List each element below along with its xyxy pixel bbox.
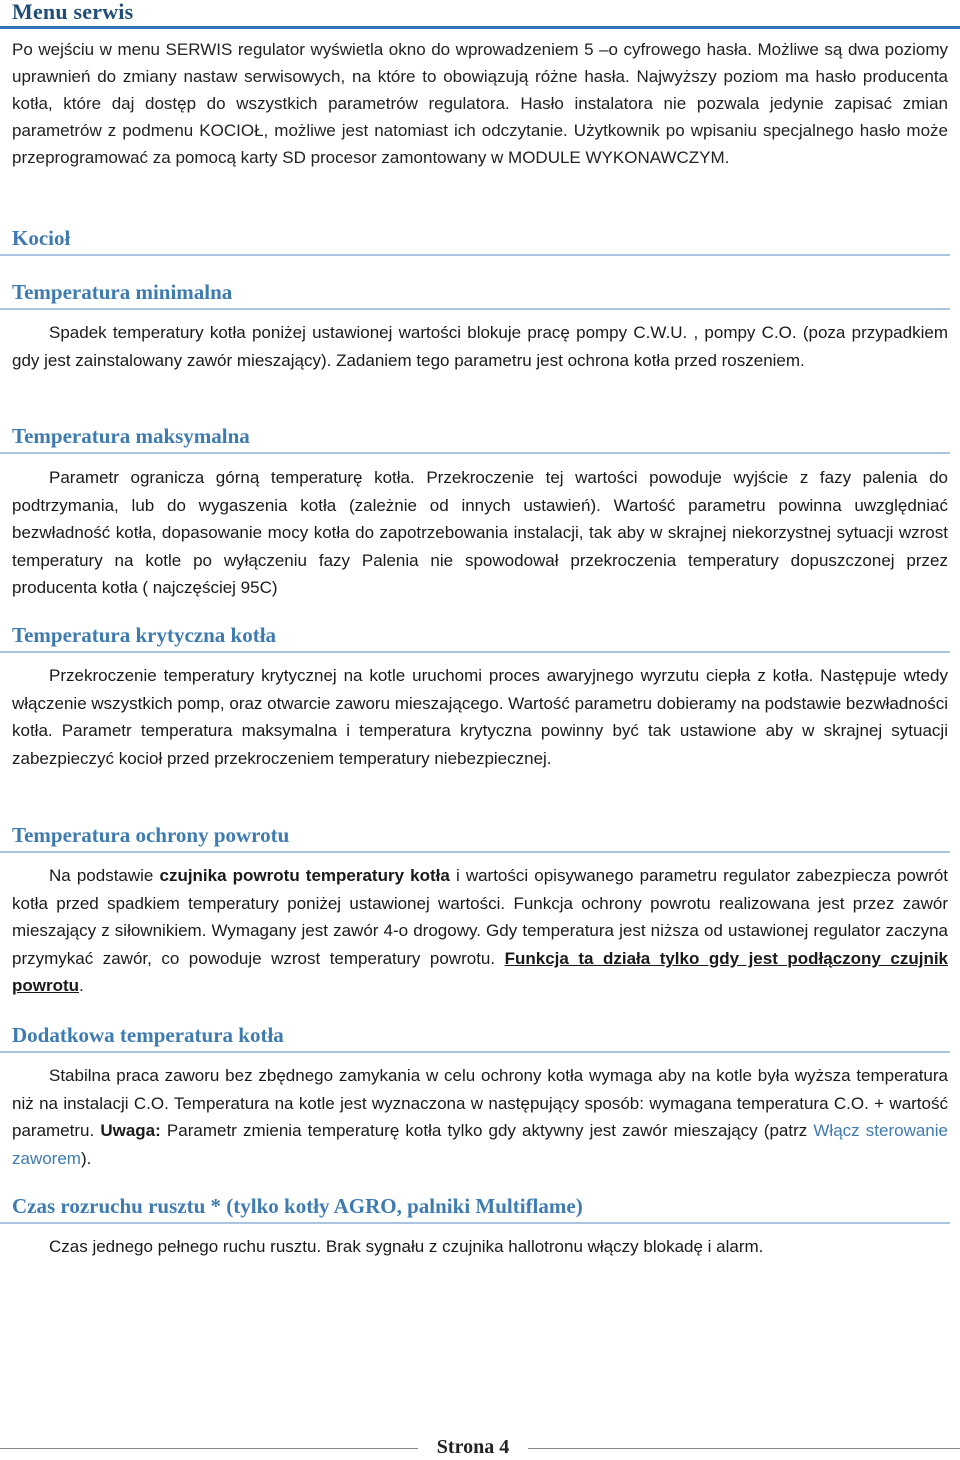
paragraph-czas-rozruchu: Czas jednego pełnego ruchu rusztu. Brak sygnału z czujnika hallotronu włączy blokadę i alarm. bbox=[49, 1237, 764, 1256]
heading-czas-rozruchu: Czas rozruchu rusztu * (tylko kotły AGRO, palniki Multiflame) bbox=[0, 1192, 950, 1224]
cross-reference-link[interactable]: Włącz sterowanie zaworem bbox=[12, 1121, 948, 1168]
text-segment: . bbox=[79, 976, 84, 996]
paragraph-temp-powrotu bbox=[12, 862, 948, 1000]
heading-temp-krytyczna: Temperatura krytyczna kotła bbox=[0, 621, 950, 653]
paragraph-temp-dodatkowa bbox=[12, 1062, 948, 1172]
text-segment: i wartości opisywanego parametru regulator zabezpiecza powrót kotła przed spadkiem temperatury poniżej ustawionej wartości. Funkcja ochrony powrotu realizowana jest przez zawór mieszający z siłownikiem. Wymagany jest zawór 4-o drogowy. Gdy temperatura jest niższa od ustawionej regulator zaczyna przymykać zawór, co powoduje wzrost temperatury powrotu. bbox=[12, 866, 948, 968]
emphasis-sensor: czujnika powrotu temperatury kotła bbox=[159, 866, 450, 885]
text-segment: Na podstawie bbox=[49, 866, 160, 885]
section-title: Menu serwis bbox=[0, 0, 960, 29]
heading-kociol: Kocioł bbox=[0, 224, 950, 256]
text-segment: Stabilna praca zaworu bez zbędnego zamykania w celu ochrony kotła wymaga aby na kotle była wyższa temperatura niż na instalacji C.O. Temperatura na kotle jest wyznaczona w następujący sposób: wymagana temperatura C.O. + wartość parametru. bbox=[12, 1066, 948, 1141]
emphasis-uwaga: Uwaga: bbox=[100, 1121, 161, 1141]
footer-rule-right bbox=[528, 1448, 960, 1449]
footer-rule-left bbox=[0, 1448, 418, 1449]
intro-paragraph: Po wejściu w menu SERWIS regulator wyświetla okno do wprowadzeniem 5 –o cyfrowego hasła. Możliwe są dwa poziomy uprawnień do zmiany nastaw serwisowych, na które to obowiązują różne hasła. Najwyższy poziom ma hasło producenta kotła, które daj dostęp do wszystkich parametrów regulatora. Hasło instalatora nie pozwala jedynie zapisać zmian parametrów z podmenu KOCIOŁ, możliwe jest natomiast ich odczytanie. Użytkownik po wpisaniu specjalnego hasło może przeprogramować za pomocą karty SD procesor zamontowany w MODULE WYKONAWCZYM. bbox=[12, 40, 948, 167]
page-number: Strona 4 bbox=[436, 1436, 510, 1458]
paragraph-temp-max: Parametr ogranicza górną temperaturę kotła. Przekroczenie tej wartości powoduje wyjście z fazy palenia do podtrzymania, lub do wygaszenia kotła (zależnie od innych ustawień). Wartość parametru powinna uwzględniać bezwładność kotła, dopasowanie mocy kotła do zapotrzebowania instalacji, tak aby w skrajnej niekorzystnej sytuacji wzrost temperatury na kotle po wyłączeniu fazy Palenia nie spowodował przekroczenia temperatury dopuszczonej przez producenta kotła ( najczęściej 95C) bbox=[12, 468, 948, 598]
heading-temp-powrotu: Temperatura ochrony powrotu bbox=[0, 821, 950, 853]
heading-temp-max: Temperatura maksymalna bbox=[0, 422, 950, 454]
paragraph-temp-min: Spadek temperatury kotła poniżej ustawionej wartości blokuje pracę pompy C.W.U. , pompy C.O. (poza przypadkiem gdy jest zainstalowany zawór mieszający). Zadaniem tego parametru jest ochrona kotła przed roszeniem. bbox=[12, 323, 948, 370]
emphasis-warning: Funkcja ta działa tylko gdy jest podłączony czujnik powrotu bbox=[12, 948, 949, 996]
heading-temp-dodatkowa: Dodatkowa temperatura kotła bbox=[0, 1021, 950, 1053]
text-segment: Parametr zmienia temperaturę kotła tylko gdy aktywny jest zawór mieszający (patrz bbox=[160, 1121, 814, 1141]
heading-temp-min: Temperatura minimalna bbox=[0, 278, 950, 310]
paragraph-temp-krytyczna: Przekroczenie temperatury krytycznej na kotle uruchomi proces awaryjnego wyrzutu ciepła z kotła. Następuje wtedy włączenie wszystkich pomp, oraz otwarcie zaworu mieszającego. Wartość parametru dobieramy na podstawie bezwładności kotła. Parametr temperatura maksymalna i temperatura krytyczna powinny być tak ustawione aby w skrajnej sytuacji zabezpieczyć kocioł przed przekroczeniem temperatury niebezpiecznej. bbox=[12, 666, 948, 768]
text-segment: ). bbox=[80, 1148, 92, 1168]
